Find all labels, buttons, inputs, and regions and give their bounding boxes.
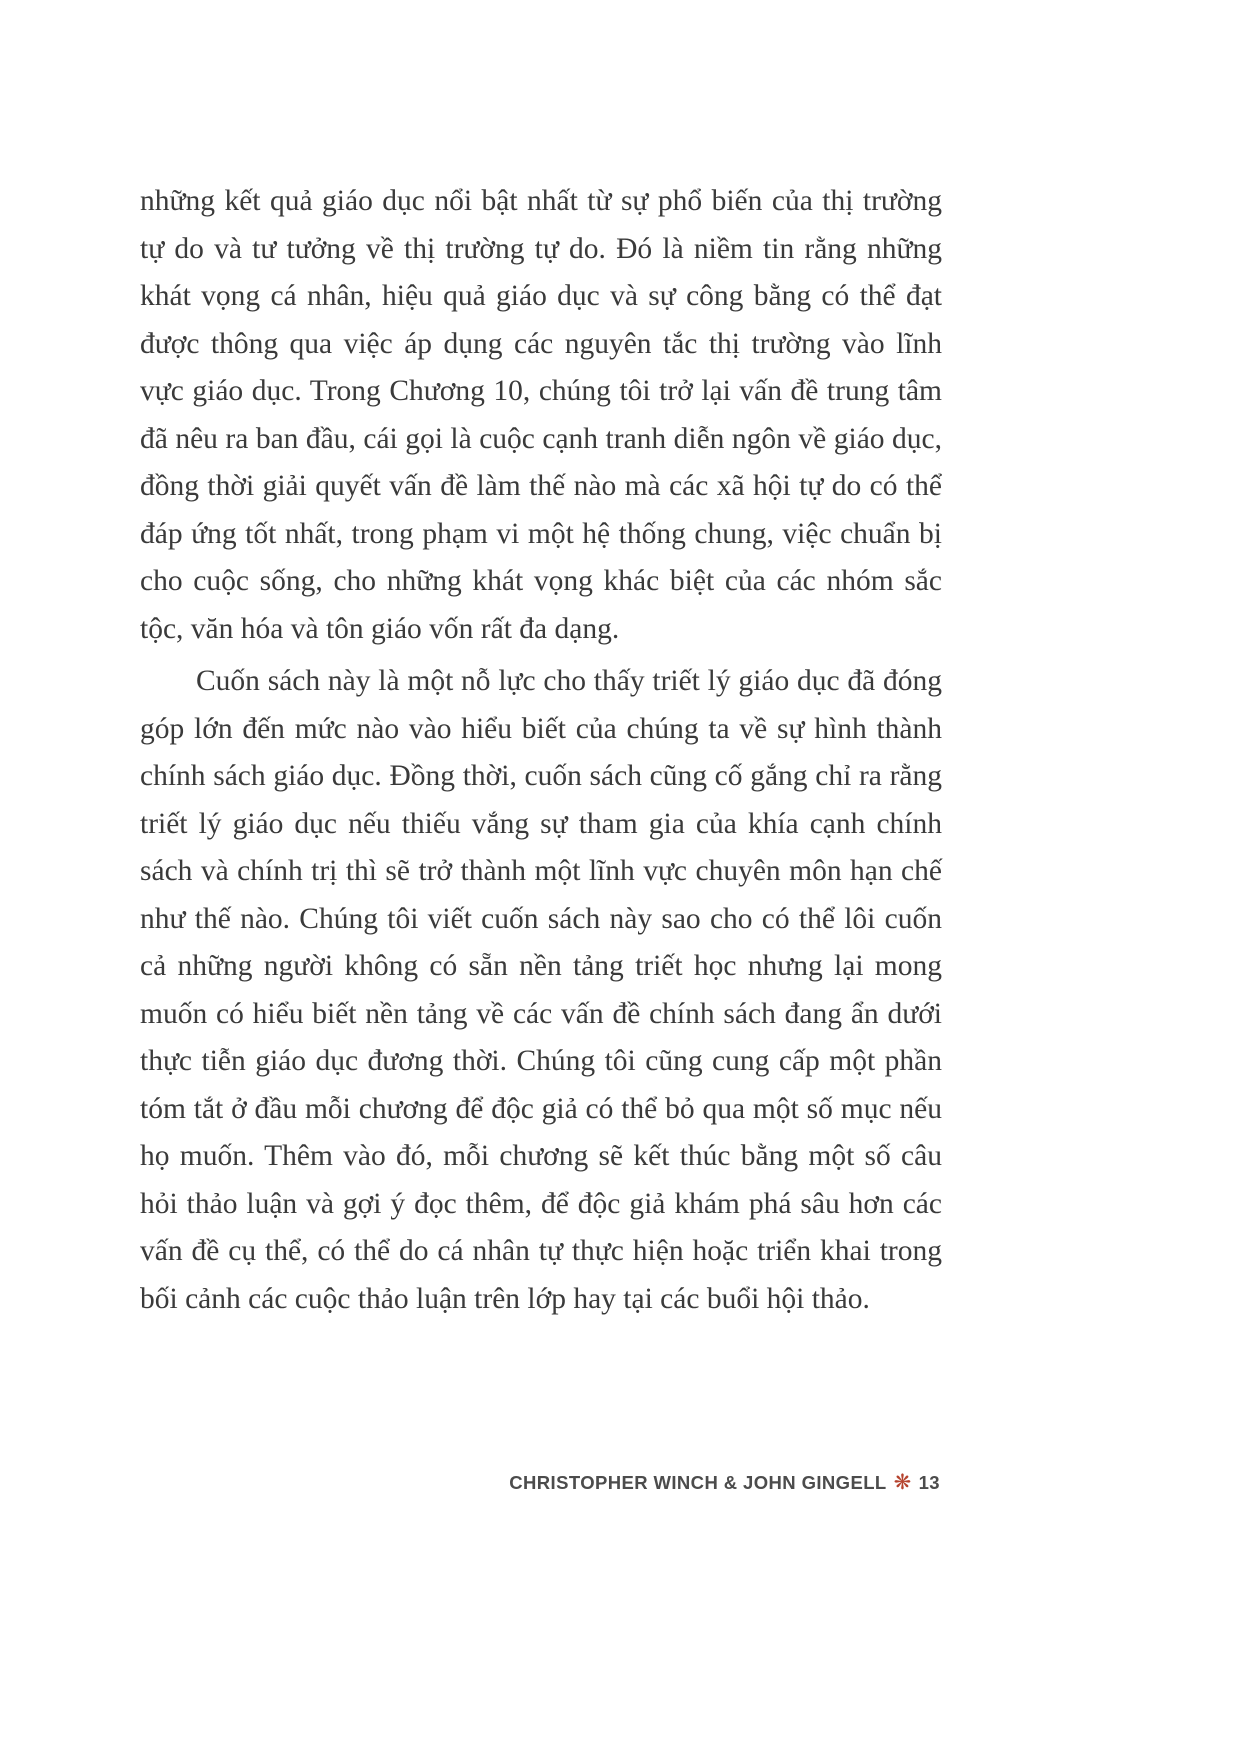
asterisk-icon: ❋ — [893, 1469, 912, 1494]
page-footer — [509, 1469, 940, 1494]
body-text-block — [140, 178, 942, 1323]
footer-author-names: CHRISTOPHER WINCH & JOHN GINGELL — [509, 1472, 887, 1493]
paragraph: những kết quả giáo dục nổi bật nhất từ sự phổ biến của thị trường tự do và tư tưởng về thị trường tự do. Đó là niềm tin rằng những khát vọng cá nhân, hiệu quả giáo dục và sự công bằng có thể đạt được thông qua việc áp dụng các nguyên tắc thị trường vào lĩnh vực giáo dục. Trong Chương 10, chúng tôi trở lại vấn đề trung tâm đã nêu ra ban đầu, cái gọi là cuộc cạnh tranh diễn ngôn về giáo dục, đồng thời giải quyết vấn đề làm thế nào mà các xã hội tự do có thể đáp ứng tốt nhất, trong phạm vi một hệ thống chung, việc chuẩn bị cho cuộc sống, cho những khát vọng khác biệt của các nhóm sắc tộc, văn hóa và tôn giáo vốn rất đa dạng. — [140, 185, 942, 645]
paragraph: Cuốn sách này là một nỗ lực cho thấy triết lý giáo dục đã đóng góp lớn đến mức nào vào hiểu biết của chúng ta về sự hình thành chính sách giáo dục. Đồng thời, cuốn sách cũng cố gắng chỉ ra rằng triết lý giáo dục nếu thiếu vắng sự tham gia của khía cạnh chính sách và chính trị thì sẽ trở thành một lĩnh vực chuyên môn hạn chế như thế nào. Chúng tôi viết cuốn sách này sao cho có thể lôi cuốn cả những người không có sẵn nền tảng triết học nhưng lại mong muốn có hiểu biết nền tảng về các vấn đề chính sách đang ẩn dưới thực tiễn giáo dục đương thời. Chúng tôi cũng cung cấp một phần tóm tắt ở đầu mỗi chương để độc giả có thể bỏ qua một số mục nếu họ muốn. Thêm vào đó, mỗi chương sẽ kết thúc bằng một số câu hỏi thảo luận và gợi ý đọc thêm, để độc giả khám phá sâu hơn các vấn đề cụ thể, có thể do cá nhân tự thực hiện hoặc triển khai trong bối cảnh các cuộc thảo luận trên lớp hay tại các buổi hội thảo. — [140, 665, 942, 1315]
page-number: 13 — [918, 1472, 940, 1493]
